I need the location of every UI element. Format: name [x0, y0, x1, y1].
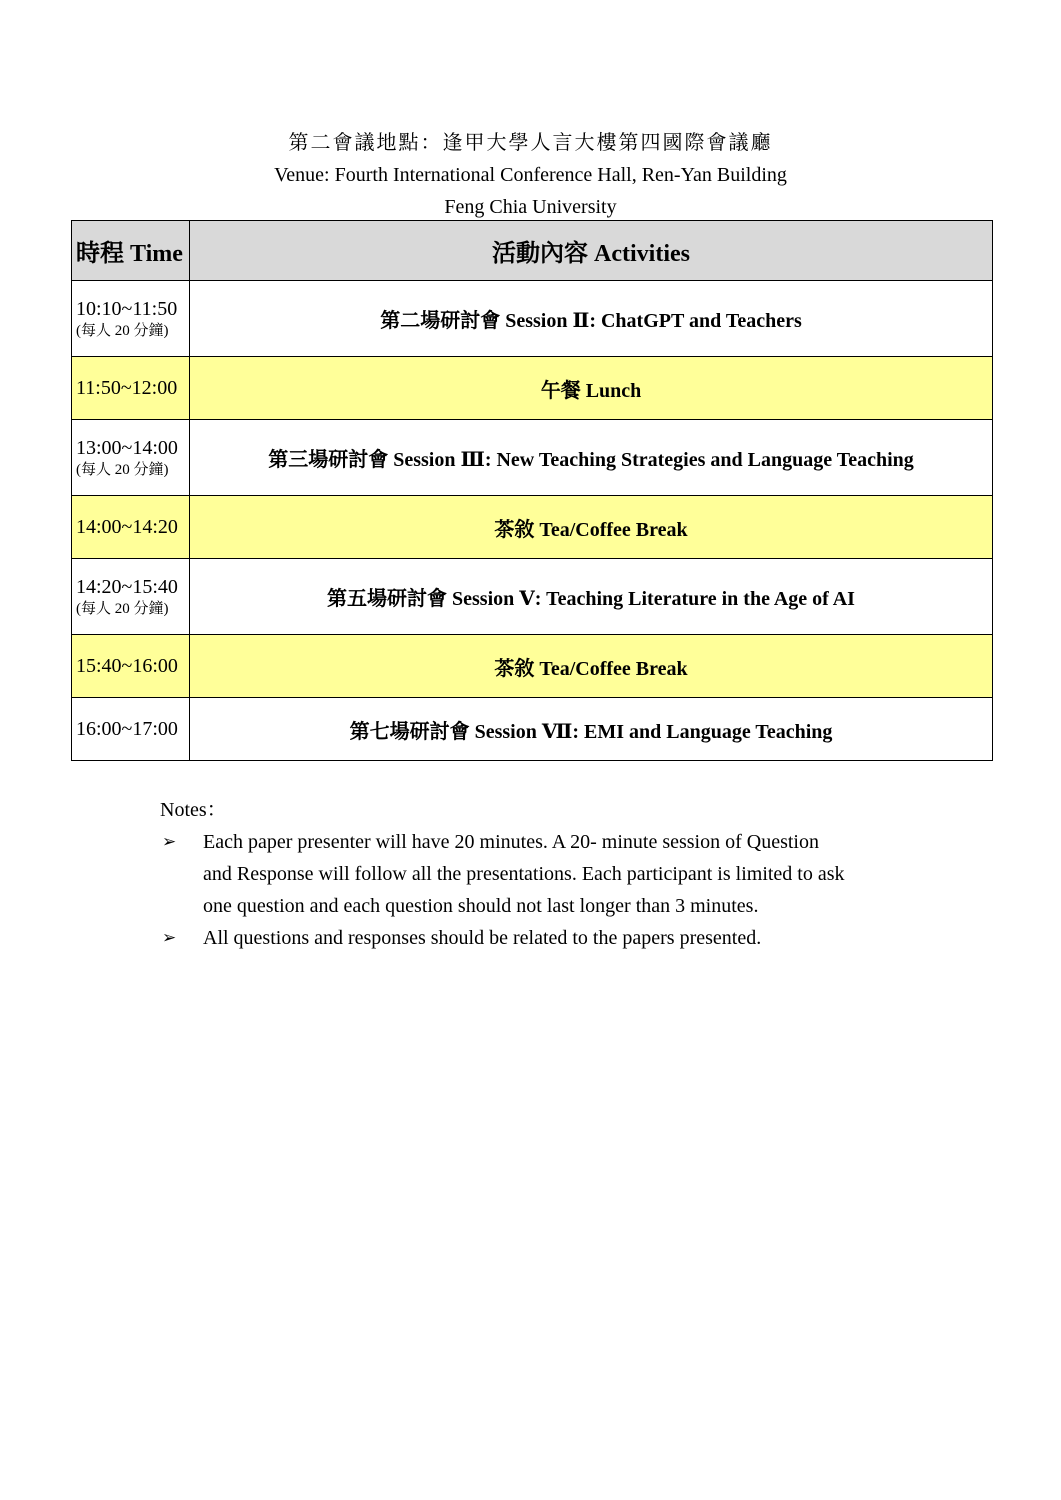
activities-column-header: 活動內容 Activities — [190, 221, 993, 281]
arrowhead-bullet-icon: ➢ — [162, 832, 177, 852]
time-cell — [72, 496, 190, 559]
venue-block — [0, 127, 1061, 223]
per-speaker-note: (每人 20 分鐘) — [76, 322, 169, 339]
note-line: one question and each question should not last longer than 3 minutes. — [203, 895, 759, 917]
time-cell — [72, 420, 190, 496]
time-cell — [72, 559, 190, 635]
note-line: Each paper presenter will have 20 minutes. A 20- minute session of Question — [203, 831, 819, 853]
table-row — [72, 281, 993, 357]
table-row — [72, 635, 993, 698]
venue-english: Venue: Fourth International Conference Hall, Ren-Yan Building — [274, 164, 787, 186]
activity-cell: 第三場研討會 Session Ⅲ: New Teaching Strategies and Language Teaching — [190, 420, 993, 496]
activity-cell: 第二場研討會 Session Ⅱ: ChatGPT and Teachers — [190, 281, 993, 357]
schedule-table — [71, 220, 993, 761]
table-row — [72, 698, 993, 761]
venue-chinese: 第二會議地點：逢甲大學人言大樓第四國際會議廳 — [288, 132, 773, 154]
table-row — [72, 420, 993, 496]
table-header-row — [72, 221, 993, 281]
activity-cell: 午餐 Lunch — [190, 357, 993, 420]
activity-cell: 第七場研討會 Session Ⅶ: EMI and Language Teaching — [190, 698, 993, 761]
time-cell — [72, 281, 190, 357]
activity-cell: 茶敘 Tea/Coffee Break — [190, 496, 993, 559]
venue-university: Feng Chia University — [444, 196, 617, 218]
activity-cell: 茶敘 Tea/Coffee Break — [190, 635, 993, 698]
time-range: 10:10~11:50 — [76, 297, 178, 320]
notes-title: Notes： — [160, 799, 227, 821]
note-line: and Response will follow all the presentations. Each participant is limited to ask — [203, 863, 845, 885]
table-row — [72, 559, 993, 635]
note-line: All questions and responses should be related to the papers presented. — [203, 927, 762, 949]
note-item — [160, 922, 920, 954]
time-range: 16:00~17:00 — [76, 718, 178, 740]
table-row — [72, 496, 993, 559]
time-range: 13:00~14:00 — [76, 436, 178, 459]
note-item — [160, 826, 920, 922]
per-speaker-note: (每人 20 分鐘) — [76, 600, 169, 617]
time-range: 15:40~16:00 — [76, 655, 178, 677]
table-row — [72, 357, 993, 420]
time-cell — [72, 357, 190, 420]
notes-section — [160, 794, 920, 954]
per-speaker-note: (每人 20 分鐘) — [76, 461, 169, 478]
time-range: 11:50~12:00 — [76, 377, 178, 399]
activity-cell: 第五場研討會 Session Ⅴ: Teaching Literature in the Age of AI — [190, 559, 993, 635]
time-column-header: 時程 Time — [72, 221, 190, 281]
time-range: 14:00~14:20 — [76, 516, 178, 538]
time-cell — [72, 635, 190, 698]
arrowhead-bullet-icon: ➢ — [162, 928, 177, 948]
time-cell — [72, 698, 190, 761]
time-range: 14:20~15:40 — [76, 575, 178, 598]
